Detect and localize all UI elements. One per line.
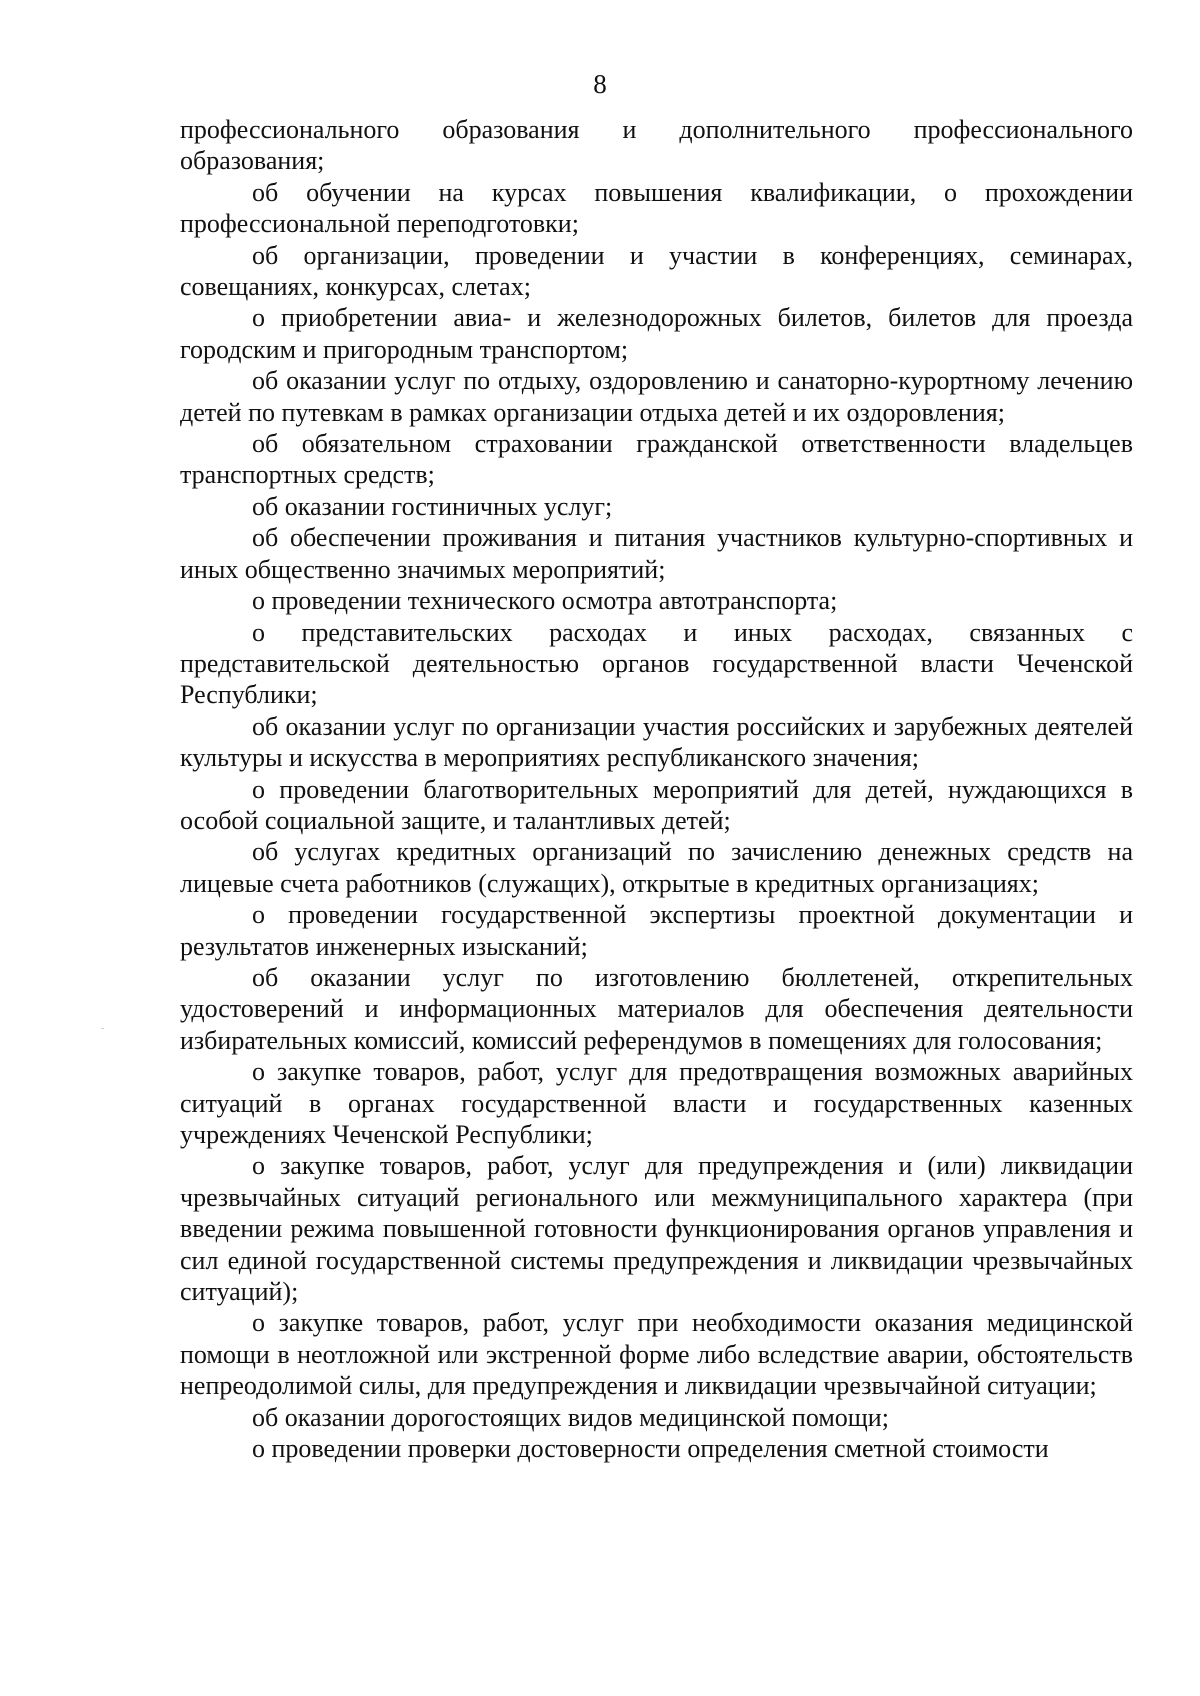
paragraph: об обучении на курсах повышения квалификации, о прохождении профессиональной переподготовки; xyxy=(180,177,1133,239)
paragraph: о закупке товаров, работ, услуг при необходимости оказания медицинской помощи в неотложной или экстренной форме либо вследствие аварии, обстоятельств непреодолимой силы, для предупреждения и ликвидации чрезвычайной ситуации; xyxy=(180,1308,1133,1401)
paragraph: об оказании дорогостоящих видов медицинской помощи; xyxy=(252,1402,889,1432)
paragraph: о проведении благотворительных мероприятий для детей, нуждающихся в особой социальной защите, и талантливых детей; xyxy=(180,774,1133,835)
paragraph: об организации, проведении и участии в конференциях, семинарах, совещаниях, конкурсах, слетах; xyxy=(180,240,1133,302)
paragraph: о проведении государственной экспертизы проектной документации и результатов инженерных изысканий; xyxy=(180,900,1133,961)
paragraph: о закупке товаров, работ, услуг для предупреждения и (или) ликвидации чрезвычайных ситуаций регионального или межмуниципального характера (при введении режима повышенной готовности функционирования органов управления и сил единой государственной системы предупреждения и ликвидации чрезвычайных ситуаций); xyxy=(180,1151,1133,1307)
paragraph: об оказании услуг по отдыху, оздоровлению и санаторно-курортному лечению детей по путевкам в рамках организации отдыха детей и их оздоровления; xyxy=(180,366,1133,427)
document-body xyxy=(180,114,1133,1464)
paragraph: об услугах кредитных организаций по зачислению денежных средств на лицевые счета работников (служащих), открытые в кредитных организациях; xyxy=(180,837,1133,898)
paragraph: о закупке товаров, работ, услуг для предотвращения возможных аварийных ситуаций в органах государственной власти и государственных казенных учреждениях Чеченской Республики; xyxy=(180,1057,1133,1149)
paragraph: о проведении технического осмотра автотранспорта; xyxy=(252,586,838,616)
paragraph: о представительских расходах и иных расходах, связанных с представительской деятельностью органов государственной власти Чеченской Республики; xyxy=(180,617,1133,710)
paragraph: об обязательном страховании гражданской ответственности владельцев транспортных средств; xyxy=(180,429,1133,490)
scan-speck xyxy=(101,1028,104,1029)
paragraph: о приобретении авиа- и железнодорожных билетов, билетов для проезда городским и пригородным транспортом; xyxy=(180,303,1133,364)
paragraph: о проведении проверки достоверности определения сметной стоимости xyxy=(252,1434,1049,1464)
paragraph: об оказании услуг по изготовлению бюллетеней, открепительных удостоверений и информационных материалов для обеспечения деятельности избирательных комиссий, комиссий референдумов в помещениях для голосования; xyxy=(180,962,1133,1055)
page-number: 8 xyxy=(593,69,607,99)
paragraph: профессионального образования и дополнительного профессионального образования; xyxy=(180,115,1133,176)
paragraph: об оказании гостиничных услуг; xyxy=(252,491,613,521)
paragraph: об оказании услуг по организации участия российских и зарубежных деятелей культуры и искусства в мероприятиях республиканского значения; xyxy=(180,711,1133,773)
paragraph: об обеспечении проживания и питания участников культурно-спортивных и иных общественно значимых мероприятий; xyxy=(180,523,1133,584)
